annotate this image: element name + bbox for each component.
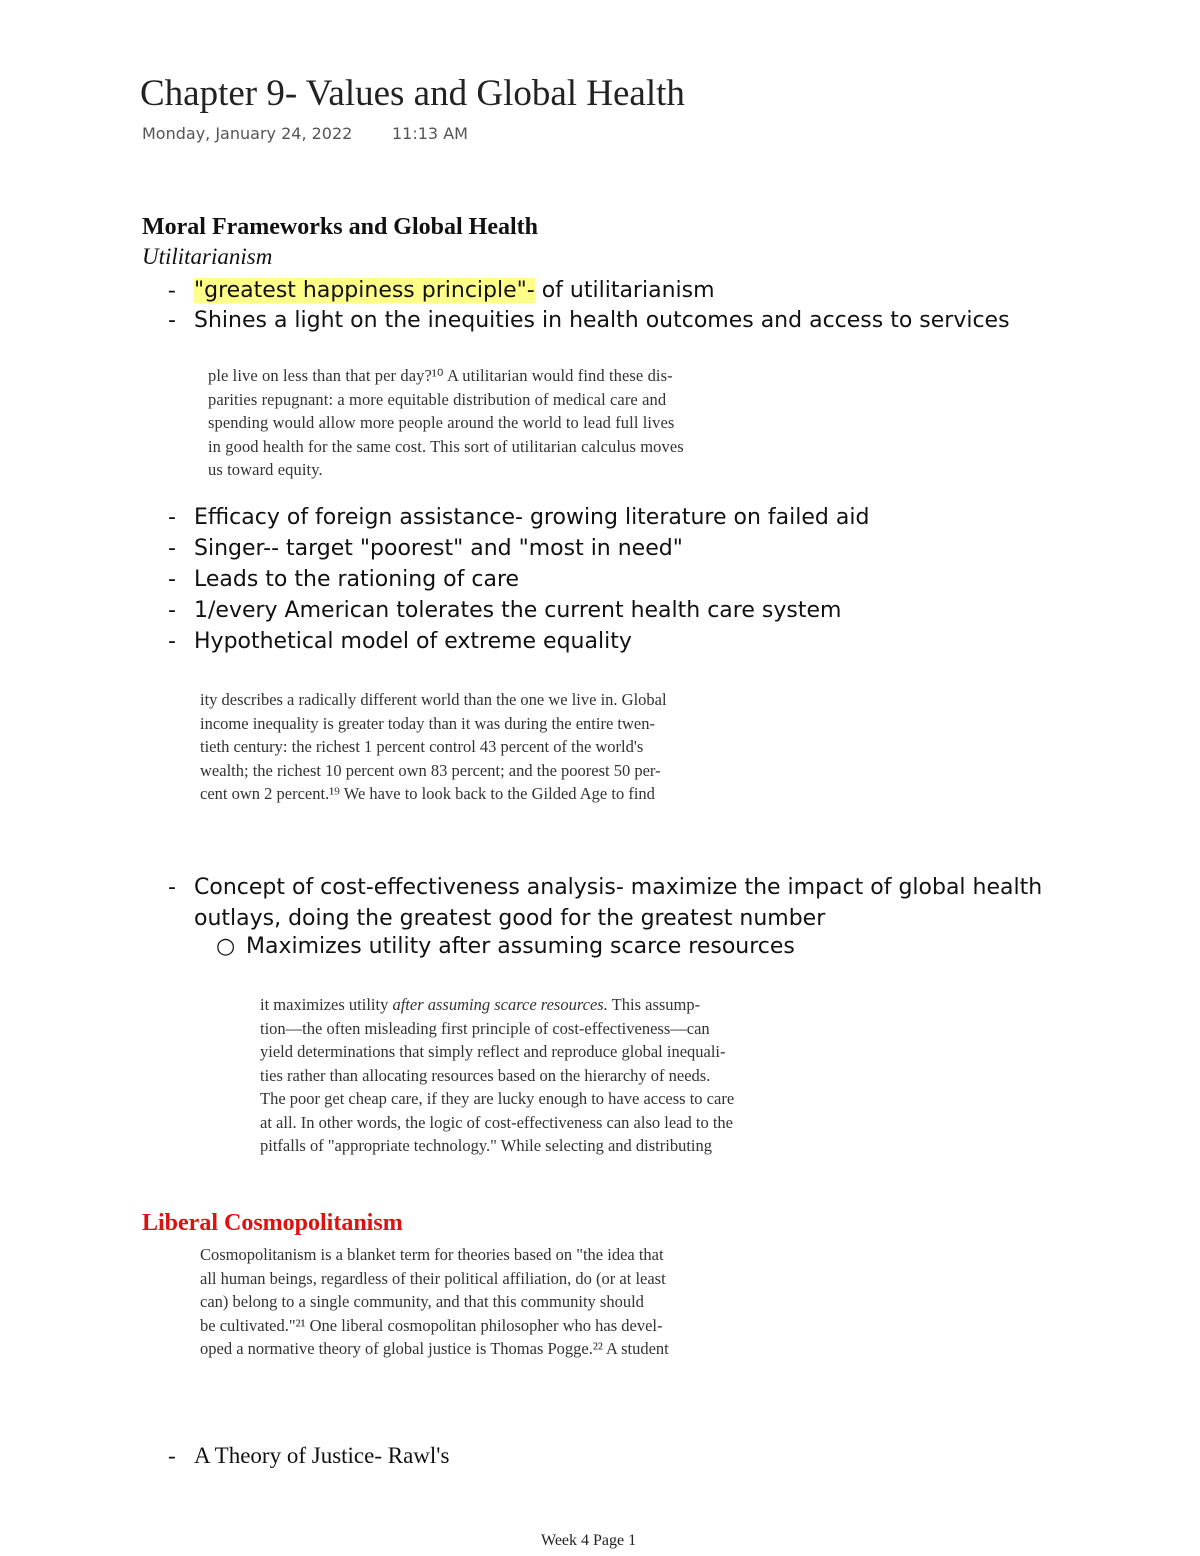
highlighted-text: "greatest happiness principle"- xyxy=(194,278,535,303)
dash-bullet-icon: - xyxy=(168,1443,176,1468)
page-time: 11:13 AM xyxy=(392,124,468,143)
book-excerpt-image: Cosmopolitanism is a blanket term for theories based on "the idea that all human beings, regardless of their political affiliation, do (or at least can) belong to a single community, and that this community should be cultivated."²¹ One liberal cosmopolitan philosopher who has devel- oped a normative theory of global justice is Thomas Pogge.²² A student xyxy=(200,1245,669,1358)
book-excerpt-image: it maximizes utility after assuming scarce resources. This assump- tion—the often misleading first principle of cost-effectiveness—can yield determinations that simply reflect and reproduce global inequali- ties rather than allocating resources based on the hierarchy of needs. The poor get cheap care, if they are lucky enough to have access to care at all. In other words, the logic of cost-effectiveness can also lead to the pitfalls of "appropriate technology." While selecting and distributing xyxy=(260,995,735,1155)
page-footer: Week 4 Page 1 xyxy=(541,1532,637,1549)
list-item: - Hypothetical model of extreme equality xyxy=(168,629,632,654)
list-item: - A Theory of Justice- Rawl's xyxy=(168,1443,450,1468)
list-item: - "greatest happiness principle"- of utilitarianism xyxy=(168,277,715,303)
dash-bullet-icon: - xyxy=(168,567,176,592)
dash-bullet-icon: - xyxy=(168,875,176,900)
list-item: - Leads to the rationing of care xyxy=(168,567,520,592)
dash-bullet-icon: - xyxy=(168,598,176,623)
dash-bullet-icon: - xyxy=(168,277,176,302)
dash-bullet-icon: - xyxy=(168,629,176,654)
list-item: - Efficacy of foreign assistance- growing literature on failed aid xyxy=(168,505,870,530)
section-heading-liberal-cosmopolitanism: Liberal Cosmopolitanism xyxy=(142,1210,403,1236)
sub-list-item: ○ Maximizes utility after assuming scarce resources xyxy=(216,934,795,959)
section-heading-moral-frameworks: Moral Frameworks and Global Health xyxy=(142,214,538,240)
list-item: - Concept of cost-effectiveness analysis- maximize the impact of global health outlays, doing the greatest good for the greatest number xyxy=(168,872,1042,934)
page-title: Chapter 9- Values and Global Health xyxy=(140,73,685,114)
dash-bullet-icon: - xyxy=(168,536,176,561)
list-item: - Singer-- target "poorest" and "most in need" xyxy=(168,536,683,561)
page-date: Monday, January 24, 2022 xyxy=(142,124,353,143)
subheading-utilitarianism: Utilitarianism xyxy=(142,244,273,269)
dash-bullet-icon: - xyxy=(168,308,176,333)
book-excerpt-image: ple live on less than that per day?¹⁰ A utilitarian would find these dis- parities repugnant: a more equitable distribution of medical care and spending would allow more people around the world to lead full lives in good health for the same cost. This sort of utilitarian calculus moves us toward equity. xyxy=(208,366,684,479)
list-item: - Shines a light on the inequities in health outcomes and access to services xyxy=(168,308,1010,333)
circle-bullet-icon: ○ xyxy=(216,934,236,959)
book-excerpt-image: ity describes a radically different world than the one we live in. Global income inequality is greater today than it was during the entire twen- tieth century: the richest 1 percent control 43 percent of the world's wealth; the richest 10 percent own 83 percent; and the poorest 50 per- cent own 2 percent.¹⁹ We have to look back to the Gilded Age to find xyxy=(200,690,667,803)
list-item: - 1/every American tolerates the current health care system xyxy=(168,598,842,623)
dash-bullet-icon: - xyxy=(168,505,176,530)
